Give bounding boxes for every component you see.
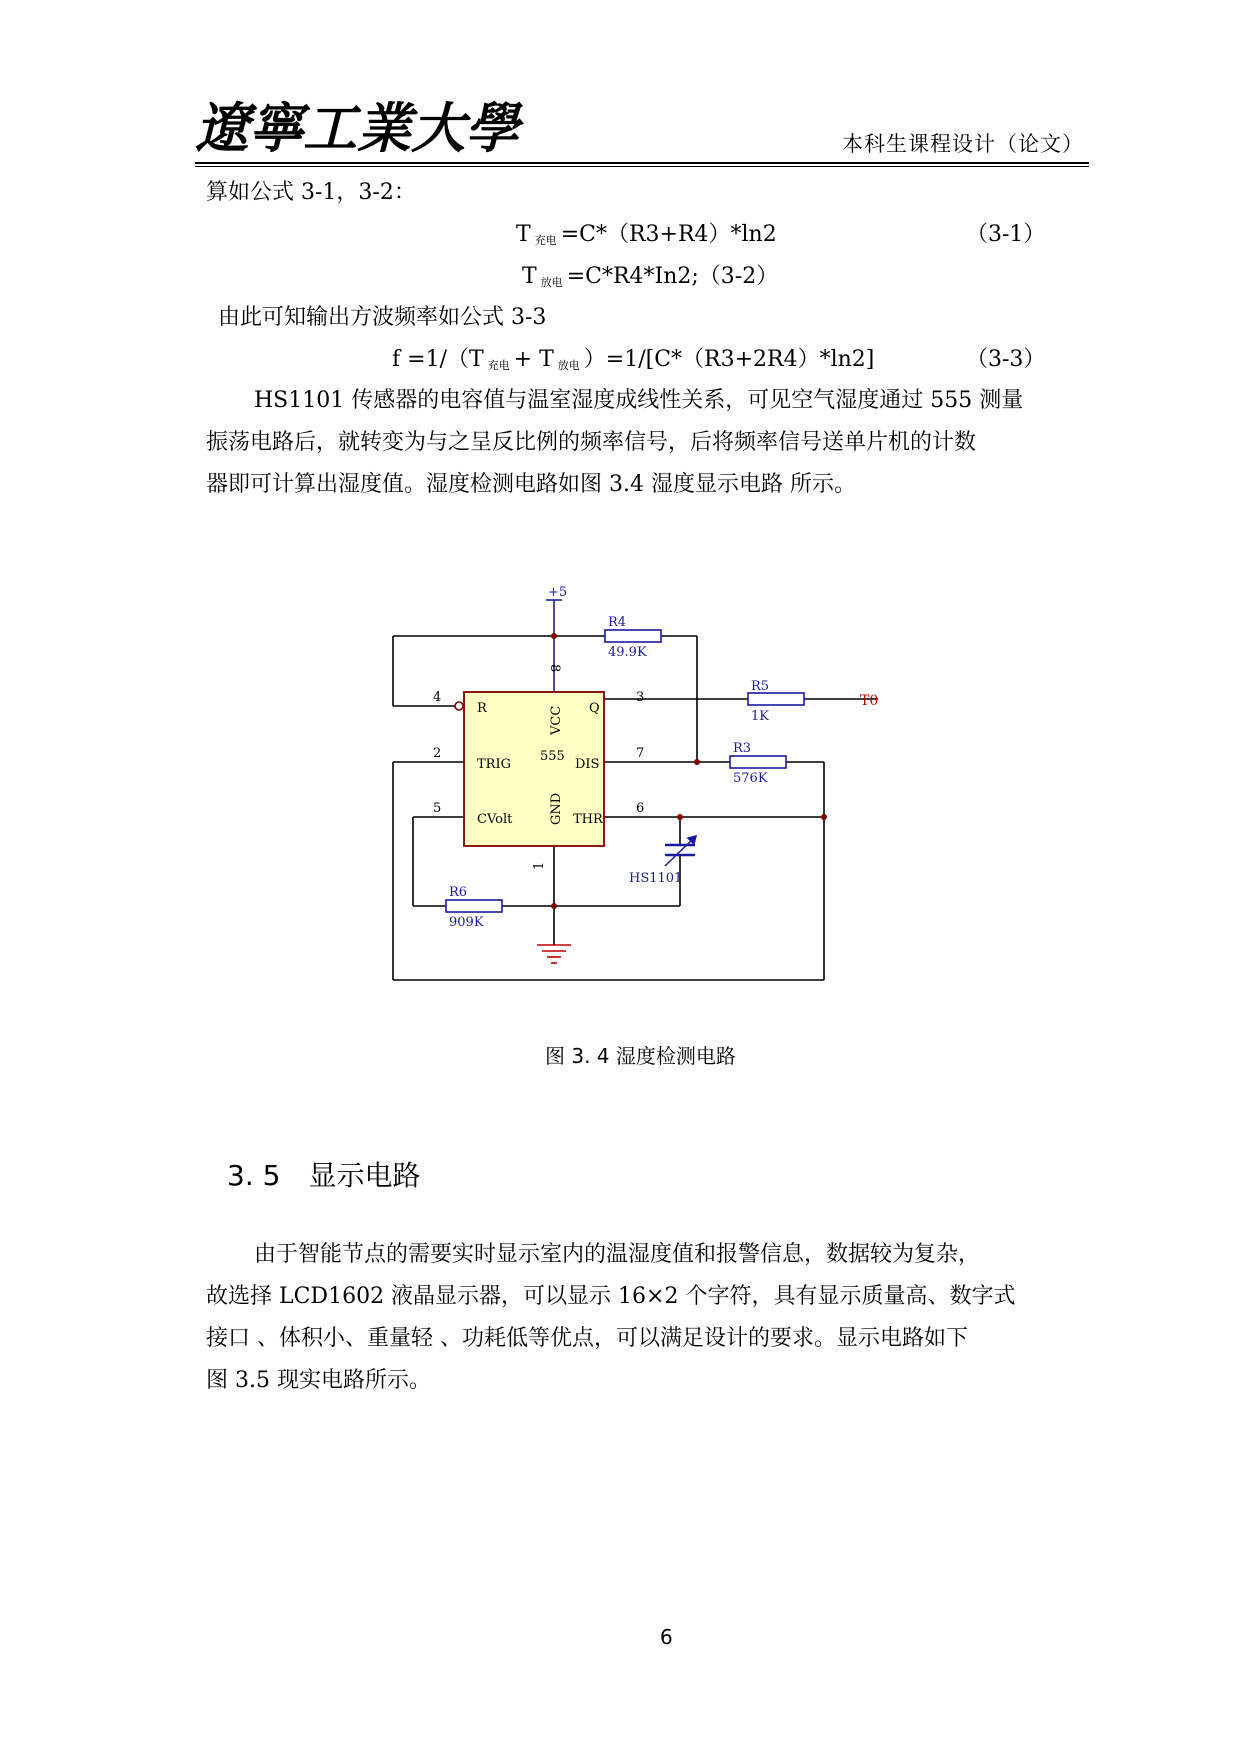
- paragraph-2: 由于智能节点的需要实时显示室内的温湿度值和报警信息，数据较为复杂， 故选择 LCD1602 液晶显示器，可以显示 16×2 个字符，具有显示质量高、数字式 接口 、体积小、重量轻 、功耗低等优点，可以满足设计的要求。显示电路如下 图 3.5 现实电路所示。: [206, 1242, 1016, 1393]
- svg-text:1: 1: [532, 861, 547, 870]
- r6-resistor: [446, 900, 502, 912]
- formula-1-number: （3-1）: [966, 222, 1046, 247]
- paragraph-1: HS1101 传感器的电容值与温室湿度成线性关系，可见空气湿度通过 555 测量 振荡电路后，就转变为与之呈反比例的频率信号，后将频率信号送单片机的计数 器即可计算出湿度值。湿度检测电路如图 3.4 湿度显示电路 所示。: [206, 388, 1024, 497]
- intro-line: 算如公式 3-1，3-2：: [206, 180, 416, 205]
- humidity-circuit-diagram: [380, 580, 900, 990]
- page-number: 6: [660, 1625, 673, 1649]
- pin-q-label: Q: [589, 701, 600, 716]
- pin-gnd-label: GND: [549, 792, 564, 825]
- pin-cvolt-label: CVolt: [477, 812, 513, 827]
- r3-name: R3: [733, 741, 752, 756]
- header-rule: [195, 162, 1089, 164]
- r4-value: 49.9K: [608, 645, 647, 660]
- header-rule-thin: [195, 166, 1089, 167]
- chip-label: 555: [540, 749, 565, 764]
- frequency-line: 由此可知输出方波频率如公式 3-3: [218, 305, 547, 330]
- svg-text:3: 3: [636, 690, 645, 705]
- pin-trig-label: TRIG: [477, 757, 511, 772]
- formula-3: f =1/（T $_{充电}$ + T $_{放电}$ ）=1/[C*（R3+2R4）*ln2]: [392, 347, 875, 372]
- r5-name: R5: [751, 679, 770, 694]
- section-heading: 3. 5 显示电路: [227, 1159, 421, 1192]
- sensor-label: HS1101: [629, 871, 683, 886]
- formula-2: T $_{放电}$ =C*R4*In2;（3-2）: [522, 264, 779, 289]
- r5-value: 1K: [751, 709, 769, 724]
- r6-value: 909K: [449, 915, 484, 930]
- figure-caption: 图 3. 4 湿度检测电路: [545, 1044, 736, 1068]
- formula-1: T $_{充电}$ =C*（R3+R4）*ln2: [516, 222, 777, 247]
- output-label: T0: [860, 693, 879, 709]
- svg-text:4: 4: [433, 690, 442, 705]
- r3-resistor: [730, 756, 786, 768]
- pin-dis-label: DIS: [575, 757, 600, 772]
- r4-name: R4: [608, 615, 627, 630]
- svg-text:8: 8: [547, 664, 562, 673]
- svg-text:7: 7: [636, 746, 645, 761]
- r3-value: 576K: [733, 771, 768, 786]
- svg-text:6: 6: [636, 801, 645, 816]
- university-logo: [195, 92, 519, 162]
- r5-resistor: [748, 693, 804, 705]
- svg-text:5: 5: [433, 801, 442, 816]
- svg-text:2: 2: [433, 746, 442, 761]
- svg-text:遼寧工業大學: 遼寧工業大學: [195, 96, 519, 160]
- pin-vcc-label: VCC: [549, 705, 564, 735]
- r6-name: R6: [449, 885, 468, 900]
- pin-thr-label: THR: [573, 812, 603, 827]
- formula-3-number: （3-3）: [966, 347, 1046, 372]
- header-title: 本科生课程设计（论文）: [842, 132, 1084, 156]
- pin-r-label: R: [477, 701, 487, 716]
- r4-resistor: [605, 630, 661, 642]
- variable-capacitor-icon: [665, 845, 695, 855]
- vcc-label: +5: [548, 585, 568, 600]
- ground-icon: [537, 945, 571, 963]
